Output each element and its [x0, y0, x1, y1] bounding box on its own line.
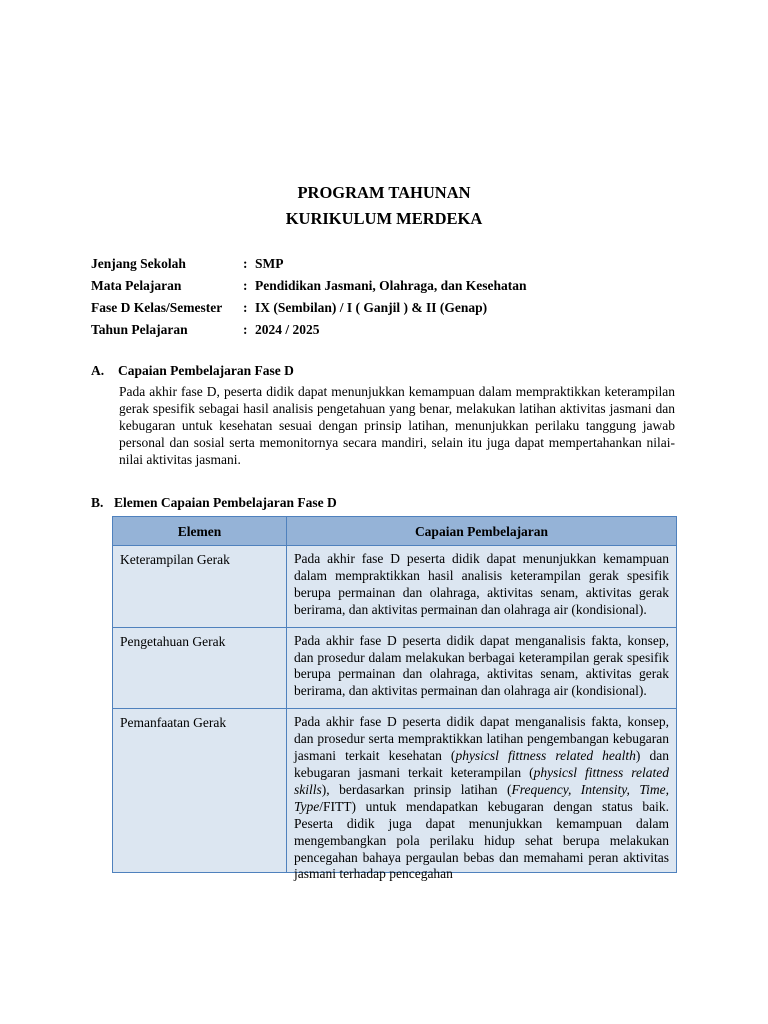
element-name: Keterampilan Gerak [113, 546, 287, 628]
column-header-capaian: Capaian Pembelajaran [287, 517, 677, 546]
meta-value: SMP [255, 256, 284, 271]
italic-term: Frequency, Intensity, Time, Type [294, 781, 669, 814]
table-row [113, 709, 677, 873]
meta-separator: : [243, 322, 248, 337]
table-header-row [113, 517, 677, 546]
text-run: ), berdasarkan prinsip latihan ( [321, 781, 512, 797]
meta-label: Mata Pelajaran [91, 278, 182, 293]
element-description: Pada akhir fase D peserta didik dapat menunjukkan kemampuan dalam mempraktikkan hasil analisis keterampilan gerak spesifik berupa permainan dan olahraga, aktivitas senam, aktivitas gerak berirama, dan aktivitas permainan dan olahraga air (kondisional). [287, 546, 677, 628]
meta-label: Fase D Kelas/Semester [91, 300, 223, 315]
table-row [113, 627, 677, 709]
italic-term: physicsl fittness related skills [294, 764, 669, 797]
section-b-heading [91, 494, 337, 511]
element-description: Pada akhir fase D peserta didik dapat menganalisis fakta, konsep, dan prosedur dalam melakukan berbagai keterampilan gerak spesifik berupa permainan dan olahraga, aktivitas senam, aktivitas gerak berirama, dan aktivitas permainan dan olahraga air (kondisional). [287, 627, 677, 709]
meta-value: IX (Sembilan) / I ( Ganjil ) & II (Genap) [255, 300, 488, 315]
section-a-heading [91, 362, 294, 379]
meta-value: Pendidikan Jasmani, Olahraga, dan Kesehatan [255, 278, 527, 293]
document-title: PROGRAM TAHUNAN [297, 183, 471, 202]
meta-row-fase [91, 299, 527, 321]
capaian-table [112, 516, 677, 882]
meta-row-mapel [91, 277, 527, 299]
document-subtitle: KURIKULUM MERDEKA [285, 209, 483, 228]
text-run: /FITT) untuk mendapatkan kebugaran dengan status baik. Peserta didik juga dapat menunjukkan kemampuan dalam mengembangkan pola perilaku hidup sehat berupa melakukan pencegahan bahaya pergaulan bebas dan memahami peran aktivitas jasmani terhadap pencegahan [294, 798, 669, 882]
text-run: ) dan kebugaran jasmani terkait keterampilan ( [294, 748, 669, 780]
meta-separator: : [243, 256, 248, 271]
identity-block [91, 255, 527, 343]
meta-label: Jenjang Sekolah [91, 256, 186, 271]
element-name: Pemanfaatan Gerak [113, 709, 287, 873]
italic-term: physicsl fittness related health [455, 748, 636, 764]
element-description [287, 709, 677, 882]
section-letter: A. [91, 363, 105, 378]
element-name: Pengetahuan Gerak [113, 627, 287, 709]
column-header-elemen: Elemen [113, 517, 287, 546]
section-title: Capaian Pembelajaran Fase D [118, 363, 294, 378]
section-title: Elemen Capaian Pembelajaran Fase D [114, 495, 337, 510]
meta-row-jenjang [91, 255, 527, 277]
section-a-paragraph: Pada akhir fase D, peserta didik dapat menunjukkan kemampuan dalam mempraktikkan keterampilan gerak spesifik sebagai hasil analisis pengetahuan yang benar, melakukan latihan aktivitas jasmani dan kebugaran untuk kesehatan sesuai dengan prinsip latihan, menunjukkan perilaku tanggung jawab personal dan sosial serta memonitornya secara mandiri, selain itu juga dapat mempertahankan nilai-nilai aktivitas jasmani. [119, 384, 675, 467]
table-row [113, 546, 677, 628]
text-run: Pada akhir fase D peserta didik dapat menganalisis fakta, konsep, dan prosedur serta mempraktikkan latihan pengembangan kebugaran jasmani terkait kesehatan ( [294, 714, 669, 764]
meta-separator: : [243, 300, 248, 315]
meta-label: Tahun Pelajaran [91, 322, 188, 337]
meta-separator: : [243, 278, 248, 293]
description-text [294, 714, 669, 882]
section-letter: B. [91, 495, 104, 510]
meta-value: 2024 / 2025 [255, 322, 320, 337]
meta-row-tahun [91, 321, 527, 343]
